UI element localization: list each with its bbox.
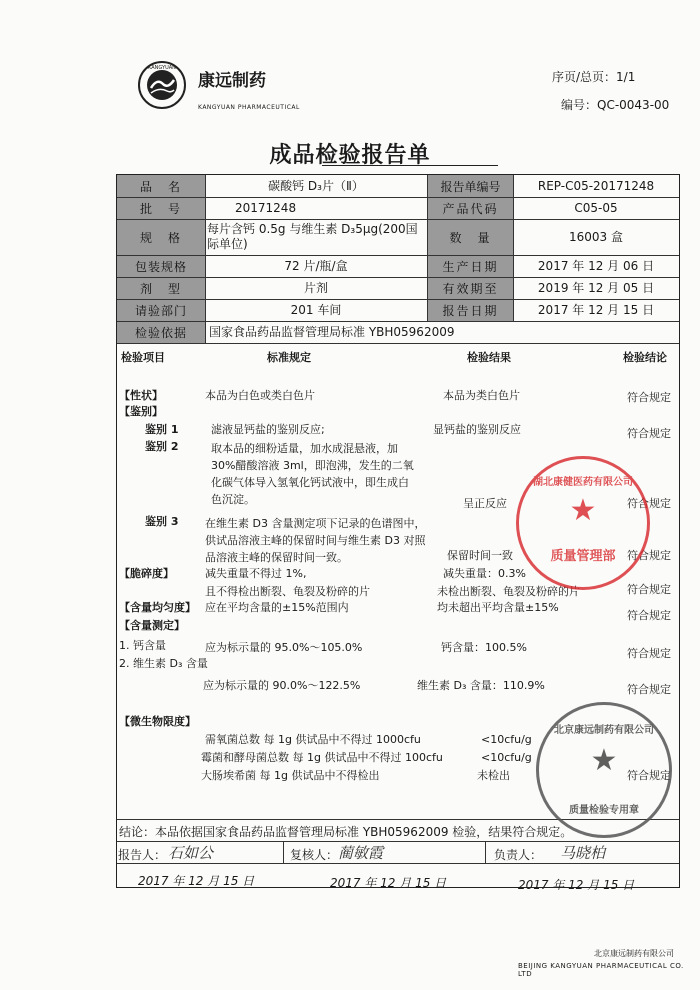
calcium-standard: 应为标示量的 95.0%～105.0% [205, 641, 363, 654]
label-quantity: 数 量 [428, 220, 513, 255]
brand-name: 康远制药 [198, 71, 266, 91]
page-info: 序页/总页：1/1 [552, 70, 636, 84]
ident2-standard: 取本品的细粉适量，加水成混悬液，加30%醋酸溶液 3ml，即泡沸，发生的二氧化碳气体导入氢氧化钙试液中，即生成白色沉淀。 [211, 442, 414, 506]
header-standard: 标准规定 [267, 351, 311, 364]
ident3-result: 保留时间一致 [447, 549, 513, 562]
ident1-result: 显钙盐的鉴别反应 [433, 423, 521, 436]
reviewer-label: 复核人： [290, 848, 339, 862]
value-report-date: 2017 年 12 月 15 日 [537, 302, 655, 317]
reporter-date: 2017 年 12 月 15 日 [138, 874, 255, 888]
company-logo-icon [137, 60, 187, 110]
label-expiry: 有效期至 [428, 278, 513, 299]
identification-label: 【鉴别】 [119, 405, 163, 418]
value-spec: 每片含钙 0.5g 与维生素 D₃5μg(200国际单位) [207, 222, 418, 251]
reporter-label: 报告人： [118, 848, 167, 862]
value-quantity: 16003 盒 [569, 229, 623, 244]
calcium-conclusion: 符合规定 [627, 647, 671, 660]
vitd-label: 2. 维生素 D₃ 含量 [119, 657, 208, 670]
responsible-label: 负责人： [494, 848, 543, 862]
label-production-date: 生产日期 [428, 256, 513, 277]
vitd-result: 维生素 D₃ 含量：110.9% [417, 679, 545, 692]
title-underline [322, 165, 498, 166]
label-batch: 批 号 [117, 198, 205, 219]
label-product-code: 产品代码 [428, 198, 513, 219]
uniformity-result: 均未超出平均含量±15% [437, 601, 559, 614]
label-dosage-form: 剂 型 [117, 278, 205, 299]
uniformity-standard: 应在平均含量的±15%范围内 [205, 601, 349, 614]
calcium-result: 钙含量：100.5% [441, 641, 527, 654]
document-number: 编号：QC-0043-00 [561, 98, 670, 112]
ident3-label: 鉴别 3 [145, 515, 179, 528]
uniformity-conclusion: 符合规定 [627, 609, 671, 622]
ident1-standard: 滤液显钙盐的鉴别反应; [211, 423, 325, 436]
appearance-result: 本品为类白色片 [443, 389, 520, 402]
report-title: 成品检验报告单 [269, 143, 431, 168]
micro-conclusion: 符合规定 [627, 769, 671, 782]
reviewer-date: 2017 年 12 月 15 日 [330, 876, 447, 890]
friability-result-1: 减失重量：0.3% [443, 567, 526, 580]
micro2-result: <10cfu/g [481, 751, 532, 764]
red-stamp-center-text: 质量管理部 [550, 549, 616, 564]
friability-label: 【脆碎度】 [119, 567, 174, 580]
label-report-no: 报告单编号 [428, 175, 513, 197]
gray-stamp-center-text: 质量检验专用章 [569, 805, 639, 816]
micro2-standard: 霉菌和酵母菌总数 每 1g 供试品中不得过 100cfu [201, 751, 443, 764]
micro1-standard: 需氧菌总数 每 1g 供试品中不得过 1000cfu [205, 733, 421, 746]
footer-company-en: BEIJING KANGYUAN PHARMACEUTICAL CO. LTD [518, 962, 684, 978]
ident2-label: 鉴别 2 [145, 440, 179, 453]
red-stamp-star-icon: ★ [569, 493, 597, 528]
value-expiry: 2019 年 12 月 05 日 [537, 280, 655, 295]
brand-english-name: KANGYUAN PHARMACEUTICAL [198, 104, 300, 111]
ident2-conclusion: 符合规定 [627, 497, 671, 510]
value-basis: 国家食品药品监督管理局标准 YBH05962009 [209, 324, 455, 339]
value-product-name: 碳酸钙 D₃片（Ⅱ） [268, 178, 364, 193]
vitd-standard: 应为标示量的 90.0%～122.5% [203, 679, 361, 692]
calcium-label: 1. 钙含量 [119, 639, 166, 652]
micro3-standard: 大肠埃希菌 每 1g 供试品中不得检出 [201, 769, 380, 782]
vitd-conclusion: 符合规定 [627, 683, 671, 696]
gray-stamp-ring-text: 北京康远制药有限公司 [554, 725, 654, 736]
value-product-code: C05-05 [574, 200, 618, 215]
label-product-name: 品 名 [117, 175, 205, 197]
footer-company-cn: 北京康远制药有限公司 [594, 949, 674, 958]
responsible-date: 2017 年 12 月 15 日 [518, 878, 635, 892]
friability-standard-2: 且不得检出断裂、龟裂及粉碎的片 [205, 585, 370, 598]
header-result: 检验结果 [467, 351, 511, 364]
friability-result-2: 未检出断裂、龟裂及粉碎的片 [437, 585, 580, 598]
conclusion-text: 结论：本品依据国家食品药品监督管理局标准 YBH05962009 检验，结果符合规定。 [119, 825, 573, 839]
label-requesting-dept: 请验部门 [117, 300, 205, 321]
label-basis: 检验依据 [117, 322, 205, 343]
gray-stamp-star-icon: ★ [590, 743, 618, 778]
logo-ring-text: KANGYUAN [148, 65, 176, 71]
inspection-stamp [536, 702, 672, 838]
ident1-conclusion: 符合规定 [627, 427, 671, 440]
appearance-standard: 本品为白色或类白色片 [205, 389, 315, 402]
appearance-label: 【性状】 [119, 389, 163, 402]
label-spec: 规 格 [117, 220, 205, 255]
label-package: 包装规格 [117, 256, 205, 277]
value-production-date: 2017 年 12 月 06 日 [537, 258, 655, 273]
appearance-conclusion: 符合规定 [627, 391, 671, 404]
responsible-signature: 马晓柏 [560, 844, 606, 862]
reviewer-signature: 蔺敏霞 [338, 844, 384, 862]
ident3-conclusion: 符合规定 [627, 549, 671, 562]
value-report-no: REP-C05-20171248 [537, 178, 655, 193]
friability-standard-1: 减失重量不得过 1%, [205, 567, 307, 580]
red-stamp-ring-text: 湖北康健医药有限公司 [533, 477, 633, 488]
ident2-result: 呈正反应 [463, 497, 507, 510]
value-dosage-form: 片剂 [303, 280, 328, 295]
label-report-date: 报告日期 [428, 300, 513, 321]
value-requesting-dept: 201 车间 [290, 302, 342, 317]
microbial-label: 【微生物限度】 [119, 715, 196, 728]
quality-dept-stamp [516, 456, 650, 590]
reporter-signature: 石如公 [168, 844, 214, 862]
header-item: 检验项目 [121, 351, 165, 364]
assay-label: 【含量测定】 [119, 619, 185, 632]
friability-conclusion: 符合规定 [627, 583, 671, 596]
uniformity-label: 【含量均匀度】 [119, 601, 196, 614]
micro1-result: <10cfu/g [481, 733, 532, 746]
ident3-standard: 在维生素 D3 含量测定项下记录的色谱图中，供试品溶液主峰的保留时间与维生素 D3 对照品溶液主峰的保留时间一致。 [205, 517, 426, 564]
ident1-label: 鉴别 1 [145, 423, 179, 436]
header-conclusion: 检验结论 [623, 351, 667, 364]
value-package: 72 片/瓶/盒 [284, 258, 348, 273]
value-batch: 20171248 [235, 200, 297, 215]
micro3-result: 未检出 [477, 769, 510, 782]
